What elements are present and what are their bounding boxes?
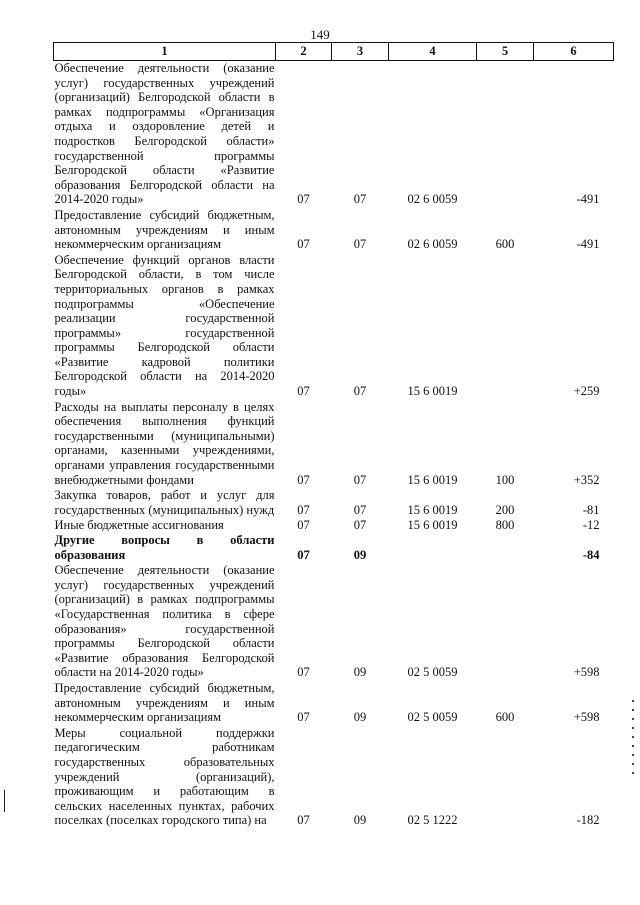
- row-section: 07: [297, 518, 310, 533]
- column-header-4: 4: [389, 43, 477, 61]
- row-name: Иные бюджетные ассигнования: [54, 518, 224, 533]
- row-subsection: 07: [353, 502, 367, 517]
- scan-edge-mark: [4, 790, 5, 812]
- row-subsection: 07: [353, 518, 367, 533]
- budget-table: [53, 42, 614, 828]
- row-target-article: 15 6 0019: [407, 472, 458, 487]
- table-row: [54, 61, 614, 207]
- row-target-article: 15 6 0019: [407, 384, 458, 399]
- column-header-5: 5: [477, 43, 534, 61]
- row-expense-type: 100: [495, 472, 515, 487]
- row-name: Обеспечение функций органов власти Белгородской области, в том числе территориальных органов в рамках подпрограммы «Обеспечение реализации государственной программы» государственной программы Белгородской области «Развитие кадровой политики Белгородской области на 2014-2020 годы»: [54, 252, 275, 399]
- row-amount: +259: [573, 384, 600, 399]
- table-body: [54, 61, 614, 828]
- row-subsection: 07: [353, 384, 367, 399]
- row-section: 07: [297, 813, 310, 828]
- row-name: Обеспечение деятельности (оказание услуг) государственных учреждений (организаций) Белгородской области в рамках подпрограммы «Организация отдыха и оздоровление детей и подростков Белгородской области» государственной программы Белгородской области «Развитие образования Белгородской области на 2014-2020 годы»: [54, 61, 275, 207]
- row-expense-type: [477, 61, 534, 207]
- row-name: Обеспечение деятельности (оказание услуг) государственных учреждений (организаций) в рамках подпрограммы «Государственная политика в сфере образования» государственной программы Белгородской области «Развитие образования Белгородской области на 2014-2020 годы»: [54, 563, 275, 680]
- row-expense-type: [477, 725, 534, 828]
- row-amount: -81: [582, 502, 600, 517]
- row-target-article: 02 6 0059: [407, 192, 458, 207]
- row-expense-type: 600: [495, 237, 515, 252]
- row-amount: -182: [576, 813, 600, 828]
- row-subsection: 09: [353, 547, 367, 562]
- table-row: [54, 399, 614, 488]
- row-subsection: 09: [353, 665, 367, 680]
- row-section: 07: [297, 710, 310, 725]
- row-name: Другие вопросы в области образования: [54, 533, 275, 562]
- row-section: 07: [297, 502, 310, 517]
- row-amount: -491: [576, 237, 600, 252]
- row-expense-type: 800: [495, 518, 515, 533]
- row-expense-type: 200: [495, 502, 515, 517]
- row-amount: +598: [573, 665, 600, 680]
- row-amount: -84: [582, 547, 600, 562]
- row-expense-type: [477, 533, 534, 562]
- row-subsection: 07: [353, 192, 367, 207]
- row-subsection: 07: [353, 472, 367, 487]
- column-header-1: 1: [54, 43, 276, 61]
- row-target-article: 02 5 1222: [407, 813, 458, 828]
- row-subsection: 09: [353, 710, 367, 725]
- row-section: 07: [297, 192, 310, 207]
- table-row: [54, 562, 614, 680]
- row-target-article: 02 5 0059: [407, 710, 458, 725]
- column-header-3: 3: [332, 43, 389, 61]
- table-row: [54, 207, 614, 252]
- table-row: [54, 487, 614, 517]
- row-target-article: 02 6 0059: [407, 237, 458, 252]
- row-name: Расходы на выплаты персоналу в целях обеспечения выполнения функций государственными (муниципальными) органами, казенными учреждениями, органами управления государственными внебюджетными фондами: [54, 399, 275, 487]
- row-amount: -12: [582, 518, 600, 533]
- row-section: 07: [297, 384, 310, 399]
- table-row: [54, 725, 614, 828]
- row-section: 07: [297, 547, 310, 562]
- row-target-article: [389, 533, 477, 562]
- row-target-article: 15 6 0019: [407, 502, 458, 517]
- row-section: 07: [297, 237, 310, 252]
- scan-edge-dots: [632, 700, 634, 780]
- row-target-article: 15 6 0019: [407, 518, 458, 533]
- row-name: Предоставление субсидий бюджетным, автономным учреждениям и иным некоммерческим организациям: [54, 680, 275, 725]
- page-number: 149: [310, 27, 330, 42]
- column-header-2: 2: [276, 43, 332, 61]
- row-section: 07: [297, 472, 310, 487]
- row-subsection: 09: [353, 813, 367, 828]
- row-subsection: 07: [353, 237, 367, 252]
- row-amount: +352: [573, 472, 600, 487]
- row-amount: +598: [573, 710, 600, 725]
- row-amount: -491: [576, 192, 600, 207]
- column-header-6: 6: [534, 43, 614, 61]
- table-row: [54, 533, 614, 562]
- table-row: [54, 252, 614, 399]
- table-header: [54, 43, 614, 61]
- row-name: Меры социальной поддержки педагогическим работникам государственных образовательных учреждений (организаций), проживающим и работающим в сельских населенных пунктах, рабочих поселках (поселках городского типа) на: [54, 725, 275, 828]
- row-section: 07: [297, 665, 310, 680]
- row-expense-type: [477, 562, 534, 680]
- row-expense-type: [477, 252, 534, 399]
- row-name: Предоставление субсидий бюджетным, автономным учреждениям и иным некоммерческим организациям: [54, 207, 275, 252]
- table-row: [54, 680, 614, 725]
- row-name: Закупка товаров, работ и услуг для государственных (муниципальных) нужд: [54, 488, 275, 517]
- row-expense-type: 600: [495, 710, 515, 725]
- row-target-article: 02 5 0059: [407, 665, 458, 680]
- table-row: [54, 517, 614, 533]
